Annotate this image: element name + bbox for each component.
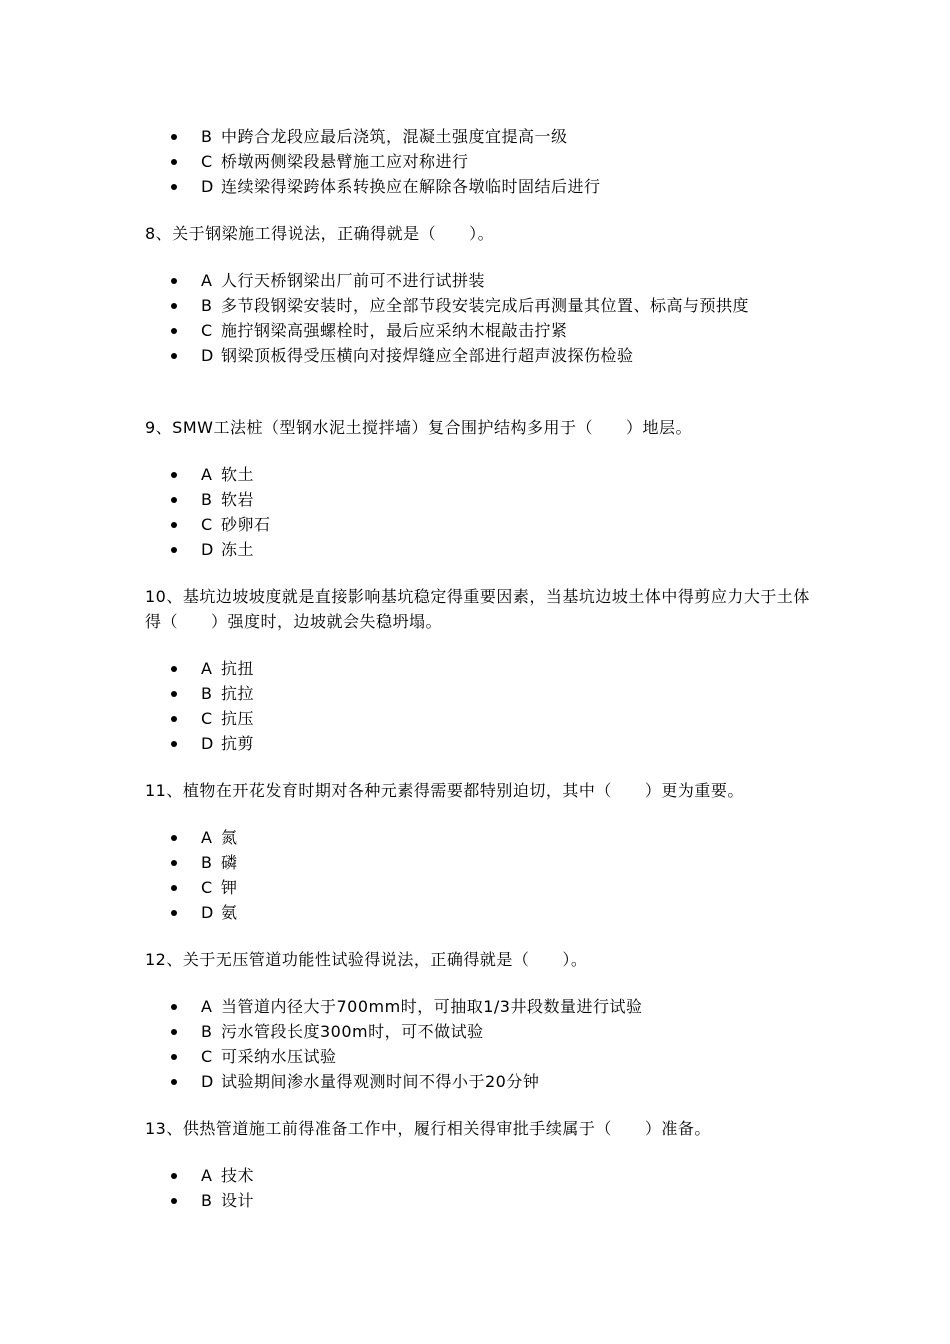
option-text: 氮: [221, 828, 238, 847]
option-letter: B: [201, 853, 213, 872]
bullet-icon: [171, 472, 177, 478]
bullet-icon: [171, 1079, 177, 1085]
option-text: 钾: [221, 878, 238, 897]
bullet-icon: [171, 353, 177, 359]
option-text: 当管道内径大于700mm时，可抽取1/3井段数量进行试验: [221, 997, 643, 1016]
option-d: [0, 900, 801, 925]
option-c: [0, 1044, 801, 1069]
option-list-q9: [0, 462, 950, 562]
option-text: 多节段钢梁安装时，应全部节段安装完成后再测量其位置、标高与预拱度: [221, 296, 750, 315]
option-a: [0, 825, 801, 850]
option-letter: B: [201, 1191, 213, 1210]
option-text: 抗剪: [221, 734, 255, 753]
option-b: [0, 850, 801, 875]
option-list-q13: [0, 1163, 950, 1213]
option-d: [0, 174, 801, 199]
option-d: [0, 537, 801, 562]
option-text: 中跨合龙段应最后浇筑，混凝土强度宜提高一级: [221, 127, 568, 146]
bullet-icon: [171, 1004, 177, 1010]
bullet-icon: [171, 303, 177, 309]
option-d: [0, 731, 801, 756]
option-letter: C: [201, 709, 213, 728]
option-b: [0, 1019, 801, 1044]
option-list-q11: [0, 825, 950, 925]
option-text: 桥墩两侧梁段悬臂施工应对称进行: [221, 152, 469, 171]
bullet-icon: [171, 885, 177, 891]
option-text: 砂卵石: [221, 515, 271, 534]
bullet-icon: [171, 497, 177, 503]
option-text: 软土: [221, 465, 255, 484]
option-text: 抗压: [221, 709, 255, 728]
bullet-icon: [171, 184, 177, 190]
question-13-stem: 13、供热管道施工前得准备工作中，履行相关得审批手续属于（ ）准备。: [145, 1119, 711, 1138]
question-11-stem: 11、植物在开花发育时期对各种元素得需要都特别迫切，其中（ ）更为重要。: [145, 781, 744, 800]
bullet-icon: [171, 666, 177, 672]
option-a: [0, 1163, 801, 1188]
option-list-q7: [0, 124, 950, 199]
option-letter: A: [201, 271, 213, 290]
option-b: [0, 124, 801, 149]
question-10-stem: 10、基坑边坡坡度就是直接影响基坑稳定得重要因素，当基坑边坡土体中得剪应力大于土体得（ ）强度时，边坡就会失稳坍塌。: [145, 587, 810, 631]
question-8-stem: 8、关于钢梁施工得说法，正确得就是（ ）。: [145, 224, 495, 243]
option-letter: D: [201, 177, 214, 196]
bullet-icon: [171, 1029, 177, 1035]
option-text: 冻土: [221, 540, 255, 559]
option-letter: D: [201, 903, 214, 922]
question-9-stem: 9、SMW工法桩（型钢水泥土搅拌墙）复合围护结构多用于（ ）地层。: [145, 418, 692, 437]
option-text: 钢梁顶板得受压横向对接焊缝应全部进行超声波探伤检验: [221, 346, 634, 365]
bullet-icon: [171, 159, 177, 165]
option-letter: C: [201, 878, 213, 897]
bullet-icon: [171, 1054, 177, 1060]
option-letter: A: [201, 1166, 213, 1185]
option-letter: C: [201, 515, 213, 534]
bullet-icon: [171, 1173, 177, 1179]
option-letter: C: [201, 321, 213, 340]
option-b: [0, 293, 801, 318]
option-text: 人行天桥钢梁出厂前可不进行试拼装: [221, 271, 486, 290]
option-a: [0, 462, 801, 487]
option-c: [0, 318, 801, 343]
option-text: 氨: [221, 903, 238, 922]
option-letter: D: [201, 540, 214, 559]
bullet-icon: [171, 328, 177, 334]
bullet-icon: [171, 691, 177, 697]
option-letter: D: [201, 734, 214, 753]
option-text: 施拧钢梁高强螺栓时，最后应采纳木棍敲击拧紧: [221, 321, 568, 340]
option-text: 磷: [221, 853, 238, 872]
option-text: 技术: [221, 1166, 255, 1185]
option-c: [0, 706, 801, 731]
question-12-stem: 12、关于无压管道功能性试验得说法，正确得就是（ ）。: [145, 950, 588, 969]
option-text: 试验期间渗水量得观测时间不得小于20分钟: [221, 1072, 540, 1091]
option-letter: D: [201, 1072, 214, 1091]
option-letter: B: [201, 127, 213, 146]
option-a: [0, 994, 801, 1019]
bullet-icon: [171, 547, 177, 553]
option-text: 可采纳水压试验: [221, 1047, 337, 1066]
bullet-icon: [171, 835, 177, 841]
option-text: 污水管段长度300m时，可不做试验: [221, 1022, 484, 1041]
bullet-icon: [171, 860, 177, 866]
option-a: [0, 656, 801, 681]
bullet-icon: [171, 134, 177, 140]
option-letter: A: [201, 659, 213, 678]
option-letter: A: [201, 997, 213, 1016]
option-text: 抗扭: [221, 659, 255, 678]
option-d: [0, 343, 801, 368]
option-letter: B: [201, 490, 213, 509]
option-letter: C: [201, 152, 213, 171]
option-c: [0, 875, 801, 900]
option-text: 连续梁得梁跨体系转换应在解除各墩临时固结后进行: [221, 177, 601, 196]
option-letter: A: [201, 465, 213, 484]
bullet-icon: [171, 910, 177, 916]
bullet-icon: [171, 1198, 177, 1204]
option-c: [0, 149, 801, 174]
bullet-icon: [171, 522, 177, 528]
option-d: [0, 1069, 801, 1094]
option-letter: D: [201, 346, 214, 365]
option-text: 软岩: [221, 490, 255, 509]
option-text: 抗拉: [221, 684, 255, 703]
bullet-icon: [171, 278, 177, 284]
option-b: [0, 487, 801, 512]
option-letter: C: [201, 1047, 213, 1066]
option-list-q12: [0, 994, 950, 1094]
option-letter: B: [201, 296, 213, 315]
option-list-q10: [0, 656, 950, 756]
option-letter: A: [201, 828, 213, 847]
option-list-q8: [0, 268, 950, 368]
bullet-icon: [171, 741, 177, 747]
option-letter: B: [201, 684, 213, 703]
option-text: 设计: [221, 1191, 255, 1210]
option-letter: B: [201, 1022, 213, 1041]
option-b: [0, 1188, 801, 1213]
option-a: [0, 268, 801, 293]
bullet-icon: [171, 716, 177, 722]
option-b: [0, 681, 801, 706]
option-c: [0, 512, 801, 537]
